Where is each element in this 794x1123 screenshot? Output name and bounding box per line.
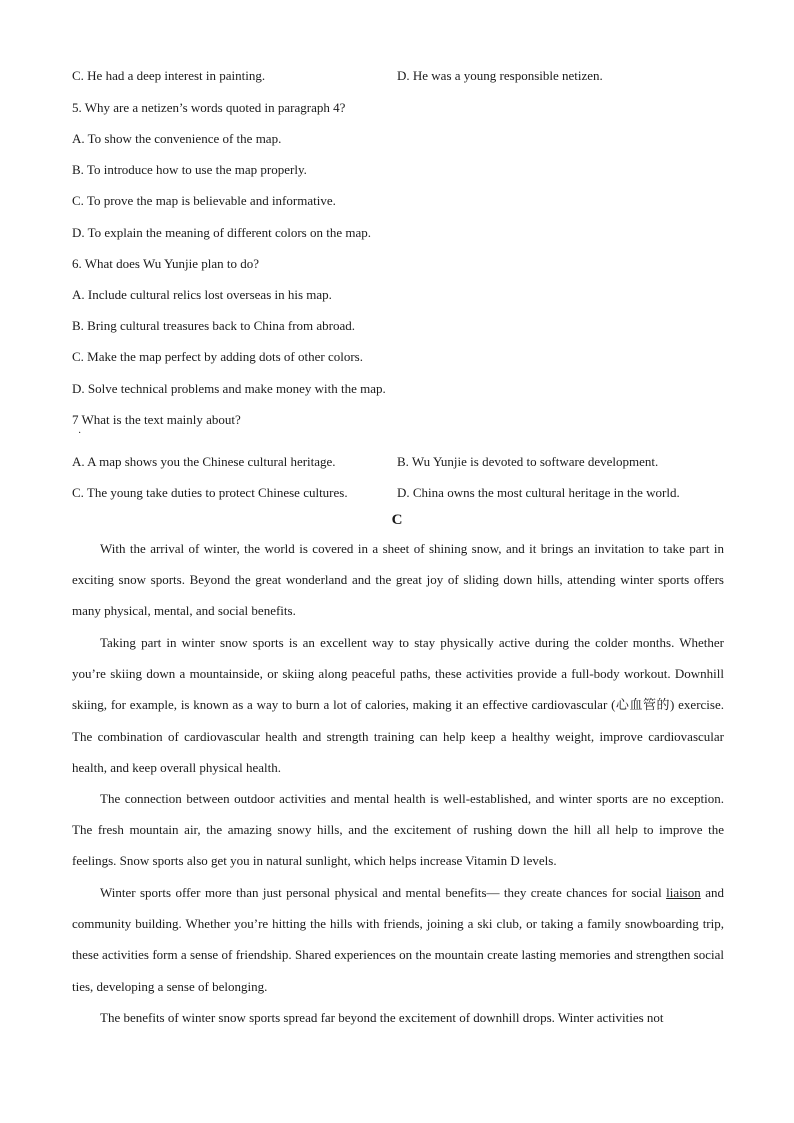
q7-option-a: A. A map shows you the Chinese cultural heritage.: [72, 454, 336, 469]
q5-option-d: D. To explain the meaning of different colors on the map.: [72, 225, 371, 240]
q5-stem: 5. Why are a netizen’s words quoted in paragraph 4?: [72, 100, 346, 115]
q5-option-c: C. To prove the map is believable and informative.: [72, 193, 336, 208]
q7-option-b: B. Wu Yunjie is devoted to software development.: [397, 454, 659, 469]
paragraph-4-text-start: Winter sports offer more than just personal physical and mental benefits— they create chances for social: [100, 885, 667, 900]
underlined-word-liaison: liaison: [666, 885, 701, 900]
q6-option-b: B. Bring cultural treasures back to China from abroad.: [72, 318, 356, 333]
q7-option-d: D. China owns the most cultural heritage in the world.: [397, 485, 680, 500]
paragraph-4-text-end: and community building. Whether you’re hitting the hills with friends, joining a ski club, or taking a family snowboarding trip, these activities form a sense of friendship. Shared experiences on the mountain create lasting memories and strengthen social ties, developing a sense of belonging.: [72, 885, 724, 994]
q6-option-d: D. Solve technical problems and make money with the map.: [72, 381, 386, 396]
q4-option-d: D. He was a young responsible netizen.: [397, 68, 603, 83]
passage-paragraph-2: Taking part in winter snow sports is an excellent way to stay physically active during the colder months. Whether you’re skiing down a mountainside, or skiing along peaceful paths, these activities provide a full-body workout. Downhill skiing, for example, is known as a way to burn a lot of calories, making it an effective cardiovascular (心血管的) exercise. The combination of cardiovascular health and strength training can help keep a healthy weight, improve cardiovascular health, and keep overall physical health.: [72, 635, 724, 775]
q6-option-a: A. Include cultural relics lost overseas in his map.: [72, 287, 332, 302]
q5-option-a: A. To show the convenience of the map.: [72, 131, 282, 146]
q7-stem: 7 What is the text mainly about?: [72, 412, 241, 427]
q6-option-c: C. Make the map perfect by adding dots of other colors.: [72, 349, 363, 364]
q7-dot-mark: ·: [78, 428, 82, 439]
q5-option-b: B. To introduce how to use the map properly.: [72, 162, 307, 177]
q4-option-c: C. He had a deep interest in painting.: [72, 68, 266, 83]
q6-stem: 6. What does Wu Yunjie plan to do?: [72, 256, 259, 271]
passage-paragraph-1: With the arrival of winter, the world is covered in a sheet of shining snow, and it brings an invitation to take part in exciting snow sports. Beyond the great wonderland and the great joy of sliding down hills, attending winter sports offers many physical, mental, and social benefits.: [72, 541, 724, 619]
passage-paragraph-5: The benefits of winter snow sports spread far beyond the excitement of downhill drops. Winter activities not: [100, 1010, 664, 1025]
passage-paragraph-4: [72, 877, 724, 1002]
q7-option-c: C. The young take duties to protect Chinese cultures.: [72, 485, 348, 500]
passage-paragraph-3: The connection between outdoor activities and mental health is well-established, and winter sports are no exception. The fresh mountain air, the amazing snowy hills, and the excitement of rushing down the hill all help to improve the feelings. Snow sports also get you in natural sunlight, which helps increase Vitamin D levels.: [72, 791, 724, 869]
section-heading: C: [391, 512, 403, 528]
